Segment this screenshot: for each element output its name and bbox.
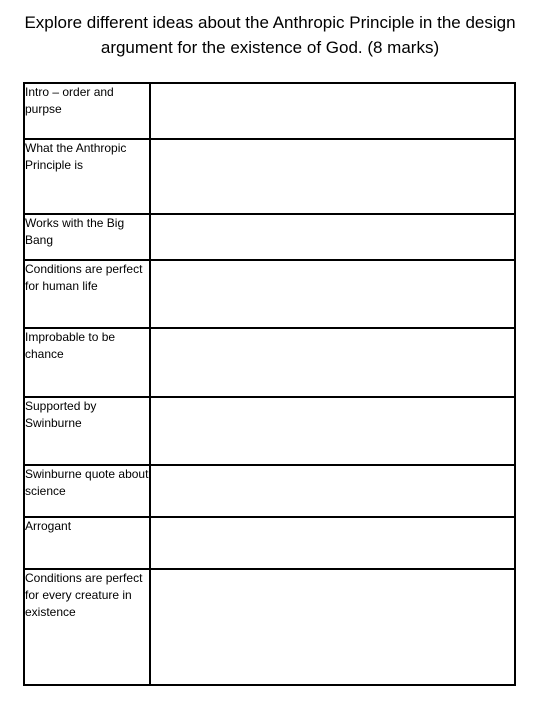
table-row [24,214,515,260]
answer-cell[interactable] [150,139,515,214]
table-row [24,328,515,397]
answer-cell[interactable] [150,83,515,139]
answer-cell[interactable] [150,397,515,465]
row-label: Works with the Big Bang [24,214,150,260]
planning-table [23,82,516,686]
answer-cell[interactable] [150,328,515,397]
table-row [24,83,515,139]
worksheet-title: Explore different ideas about the Anthropic Principle in the design argument for the existence of God. (8 marks) [24,13,516,57]
table-row [24,260,515,328]
table-row [24,517,515,569]
row-label: Swinburne quote about science [24,465,150,517]
answer-cell[interactable] [150,260,515,328]
table-row [24,569,515,685]
row-label: Supported by Swinburne [24,397,150,465]
row-label: Improbable to be chance [24,328,150,397]
answer-cell[interactable] [150,517,515,569]
row-label: What the Anthropic Principle is [24,139,150,214]
row-label: Conditions are perfect for human life [24,260,150,328]
table-row [24,139,515,214]
answer-cell[interactable] [150,465,515,517]
row-label: Intro – order and purpse [24,83,150,139]
table-row [24,465,515,517]
row-label: Conditions are perfect for every creature in existence [24,569,150,685]
row-label: Arrogant [24,517,150,569]
answer-cell[interactable] [150,569,515,685]
table-row [24,397,515,465]
answer-cell[interactable] [150,214,515,260]
